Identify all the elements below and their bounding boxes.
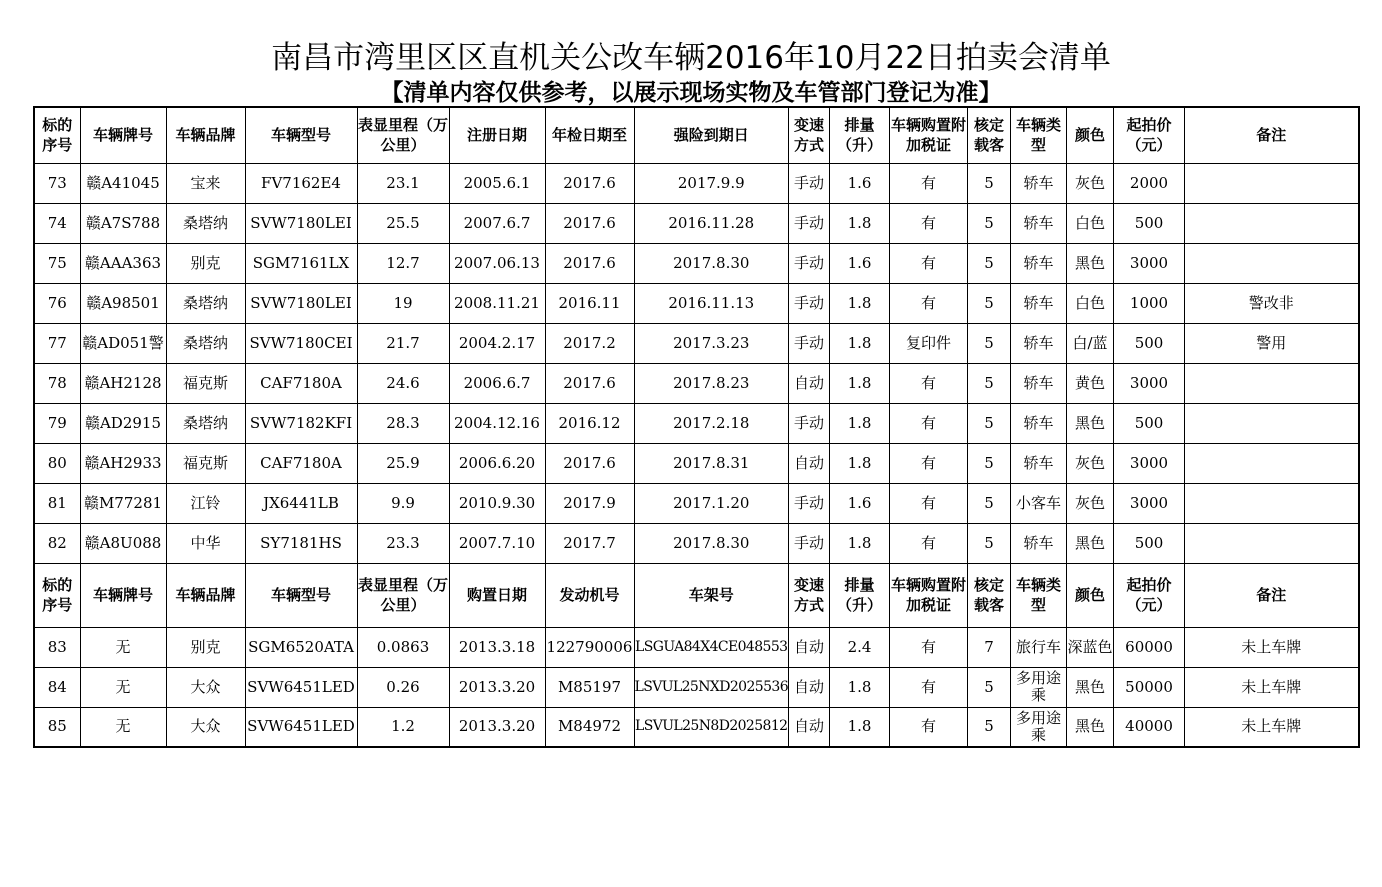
cell-vehicle-type: 轿车 xyxy=(1011,443,1067,483)
header-cell-start-price: 起拍价（元） xyxy=(1114,107,1185,163)
header-cell-mileage: 表显里程（万公里） xyxy=(357,107,449,163)
header-cell-tax-cert: 车辆购置附加税证 xyxy=(890,107,968,163)
cell-lot-no: 76 xyxy=(34,283,80,323)
header-cell-inspection: 年检日期至 xyxy=(545,107,634,163)
header-cell-transmission: 变速方式 xyxy=(789,563,830,627)
cell-model: CAF7180A xyxy=(245,443,357,483)
cell-remark: 警用 xyxy=(1185,323,1359,363)
header-cell-seats: 核定载客 xyxy=(968,107,1011,163)
cell-start-price: 3000 xyxy=(1114,443,1185,483)
cell-displacement: 2.4 xyxy=(830,627,890,667)
cell-brand: 中华 xyxy=(166,523,245,563)
header-cell-inspection: 发动机号 xyxy=(545,563,634,627)
cell-date: 2006.6.20 xyxy=(449,443,545,483)
table-row xyxy=(34,403,1359,443)
cell-insurance: 2017.3.23 xyxy=(634,323,789,363)
cell-transmission: 自动 xyxy=(789,667,830,707)
cell-displacement: 1.8 xyxy=(830,323,890,363)
cell-date: 2013.3.20 xyxy=(449,707,545,747)
cell-seats: 5 xyxy=(968,203,1011,243)
cell-lot-no: 85 xyxy=(34,707,80,747)
cell-inspection: 2017.6 xyxy=(545,203,634,243)
cell-remark: 警改非 xyxy=(1185,283,1359,323)
header-cell-vehicle-type: 车辆类型 xyxy=(1011,563,1067,627)
cell-seats: 5 xyxy=(968,243,1011,283)
cell-tax-cert: 有 xyxy=(890,363,968,403)
cell-lot-no: 80 xyxy=(34,443,80,483)
cell-model: SVW6451LED xyxy=(245,667,357,707)
table-row xyxy=(34,203,1359,243)
cell-model: FV7162E4 xyxy=(245,163,357,203)
cell-plate: 赣M77281 xyxy=(80,483,166,523)
cell-insurance: 2017.8.30 xyxy=(634,523,789,563)
cell-displacement: 1.6 xyxy=(830,483,890,523)
cell-start-price: 50000 xyxy=(1114,667,1185,707)
cell-plate: 赣AH2128 xyxy=(80,363,166,403)
cell-mileage: 25.9 xyxy=(357,443,449,483)
cell-insurance: 2017.8.23 xyxy=(634,363,789,403)
cell-mileage: 1.2 xyxy=(357,707,449,747)
cell-start-price: 3000 xyxy=(1114,483,1185,523)
cell-insurance: LSGUA84X4CE048553 xyxy=(634,627,789,667)
cell-color: 灰色 xyxy=(1067,483,1114,523)
cell-plate: 赣A7S788 xyxy=(80,203,166,243)
cell-transmission: 手动 xyxy=(789,483,830,523)
header-cell-transmission: 变速方式 xyxy=(789,107,830,163)
table-row xyxy=(34,483,1359,523)
table-header-row xyxy=(34,107,1359,163)
cell-displacement: 1.8 xyxy=(830,707,890,747)
cell-inspection: 2016.12 xyxy=(545,403,634,443)
cell-tax-cert: 有 xyxy=(890,403,968,443)
header-cell-color: 颜色 xyxy=(1067,107,1114,163)
cell-insurance: 2016.11.28 xyxy=(634,203,789,243)
cell-displacement: 1.8 xyxy=(830,523,890,563)
cell-lot-no: 82 xyxy=(34,523,80,563)
cell-tax-cert: 有 xyxy=(890,667,968,707)
cell-displacement: 1.8 xyxy=(830,283,890,323)
cell-inspection: 2017.7 xyxy=(545,523,634,563)
cell-date: 2007.06.13 xyxy=(449,243,545,283)
cell-displacement: 1.8 xyxy=(830,667,890,707)
cell-lot-no: 73 xyxy=(34,163,80,203)
cell-tax-cert: 有 xyxy=(890,707,968,747)
cell-start-price: 3000 xyxy=(1114,243,1185,283)
table-row xyxy=(34,667,1359,707)
cell-remark xyxy=(1185,243,1359,283)
header-cell-insurance: 车架号 xyxy=(634,563,789,627)
cell-mileage: 12.7 xyxy=(357,243,449,283)
cell-insurance: 2016.11.13 xyxy=(634,283,789,323)
cell-plate: 赣AD2915 xyxy=(80,403,166,443)
cell-displacement: 1.6 xyxy=(830,243,890,283)
cell-date: 2013.3.18 xyxy=(449,627,545,667)
cell-vehicle-type: 轿车 xyxy=(1011,163,1067,203)
table-row xyxy=(34,243,1359,283)
header-cell-insurance: 强险到期日 xyxy=(634,107,789,163)
cell-vehicle-type: 多用途乘 xyxy=(1011,707,1067,747)
cell-date: 2007.6.7 xyxy=(449,203,545,243)
cell-seats: 5 xyxy=(968,443,1011,483)
cell-tax-cert: 有 xyxy=(890,163,968,203)
cell-tax-cert: 有 xyxy=(890,483,968,523)
cell-remark: 未上车牌 xyxy=(1185,707,1359,747)
cell-plate: 无 xyxy=(80,667,166,707)
header-cell-displacement: 排量（升） xyxy=(830,563,890,627)
cell-inspection: M84972 xyxy=(545,707,634,747)
cell-date: 2008.11.21 xyxy=(449,283,545,323)
cell-mileage: 23.1 xyxy=(357,163,449,203)
cell-start-price: 40000 xyxy=(1114,707,1185,747)
cell-seats: 5 xyxy=(968,403,1011,443)
cell-color: 白色 xyxy=(1067,283,1114,323)
table-row xyxy=(34,523,1359,563)
cell-start-price: 500 xyxy=(1114,323,1185,363)
table-row xyxy=(34,163,1359,203)
cell-model: SVW7182KFI xyxy=(245,403,357,443)
cell-mileage: 21.7 xyxy=(357,323,449,363)
cell-tax-cert: 复印件 xyxy=(890,323,968,363)
cell-transmission: 自动 xyxy=(789,363,830,403)
header-cell-remark: 备注 xyxy=(1185,563,1359,627)
header-cell-mileage: 表显里程（万公里） xyxy=(357,563,449,627)
cell-displacement: 1.8 xyxy=(830,403,890,443)
cell-transmission: 手动 xyxy=(789,203,830,243)
cell-color: 黑色 xyxy=(1067,403,1114,443)
header-cell-displacement: 排量（升） xyxy=(830,107,890,163)
table-row xyxy=(34,363,1359,403)
cell-color: 灰色 xyxy=(1067,163,1114,203)
cell-start-price: 500 xyxy=(1114,523,1185,563)
cell-model: JX6441LB xyxy=(245,483,357,523)
cell-inspection: 2017.6 xyxy=(545,363,634,403)
header-cell-remark: 备注 xyxy=(1185,107,1359,163)
cell-color: 黑色 xyxy=(1067,523,1114,563)
cell-brand: 桑塔纳 xyxy=(166,283,245,323)
cell-inspection: 122790006 xyxy=(545,627,634,667)
cell-transmission: 自动 xyxy=(789,627,830,667)
cell-inspection: 2017.9 xyxy=(545,483,634,523)
cell-insurance: LSVUL25NXD2025536 xyxy=(634,667,789,707)
header-cell-plate: 车辆牌号 xyxy=(80,563,166,627)
cell-lot-no: 83 xyxy=(34,627,80,667)
cell-brand: 大众 xyxy=(166,667,245,707)
table-row xyxy=(34,707,1359,747)
cell-tax-cert: 有 xyxy=(890,203,968,243)
cell-insurance: LSVUL25N8D2025812 xyxy=(634,707,789,747)
cell-plate: 赣AH2933 xyxy=(80,443,166,483)
header-cell-start-price: 起拍价（元） xyxy=(1114,563,1185,627)
cell-remark xyxy=(1185,163,1359,203)
cell-model: SVW6451LED xyxy=(245,707,357,747)
cell-brand: 江铃 xyxy=(166,483,245,523)
header-cell-lot-no: 标的序号 xyxy=(34,563,80,627)
cell-vehicle-type: 轿车 xyxy=(1011,523,1067,563)
cell-brand: 宝来 xyxy=(166,163,245,203)
cell-plate: 赣A8U088 xyxy=(80,523,166,563)
cell-date: 2010.9.30 xyxy=(449,483,545,523)
cell-mileage: 0.26 xyxy=(357,667,449,707)
cell-inspection: 2017.2 xyxy=(545,323,634,363)
cell-insurance: 2017.8.31 xyxy=(634,443,789,483)
cell-displacement: 1.8 xyxy=(830,443,890,483)
cell-transmission: 自动 xyxy=(789,707,830,747)
cell-lot-no: 81 xyxy=(34,483,80,523)
cell-seats: 5 xyxy=(968,707,1011,747)
cell-transmission: 手动 xyxy=(789,523,830,563)
cell-model: SVW7180CEI xyxy=(245,323,357,363)
cell-seats: 5 xyxy=(968,283,1011,323)
cell-remark xyxy=(1185,523,1359,563)
cell-model: CAF7180A xyxy=(245,363,357,403)
cell-displacement: 1.6 xyxy=(830,163,890,203)
cell-vehicle-type: 轿车 xyxy=(1011,243,1067,283)
table-row xyxy=(34,283,1359,323)
cell-tax-cert: 有 xyxy=(890,443,968,483)
cell-mileage: 25.5 xyxy=(357,203,449,243)
cell-displacement: 1.8 xyxy=(830,363,890,403)
header-cell-model: 车辆型号 xyxy=(245,563,357,627)
header-cell-plate: 车辆牌号 xyxy=(80,107,166,163)
cell-tax-cert: 有 xyxy=(890,243,968,283)
cell-lot-no: 77 xyxy=(34,323,80,363)
header-cell-tax-cert: 车辆购置附加税证 xyxy=(890,563,968,627)
cell-tax-cert: 有 xyxy=(890,627,968,667)
cell-displacement: 1.8 xyxy=(830,203,890,243)
cell-remark xyxy=(1185,403,1359,443)
cell-plate: 无 xyxy=(80,707,166,747)
header-cell-model: 车辆型号 xyxy=(245,107,357,163)
cell-brand: 福克斯 xyxy=(166,363,245,403)
header-cell-brand: 车辆品牌 xyxy=(166,563,245,627)
cell-start-price: 500 xyxy=(1114,403,1185,443)
cell-lot-no: 79 xyxy=(34,403,80,443)
cell-seats: 5 xyxy=(968,323,1011,363)
cell-seats: 5 xyxy=(968,163,1011,203)
cell-remark xyxy=(1185,203,1359,243)
cell-plate: 赣AD051警 xyxy=(80,323,166,363)
cell-tax-cert: 有 xyxy=(890,283,968,323)
table-row xyxy=(34,443,1359,483)
cell-color: 黄色 xyxy=(1067,363,1114,403)
cell-inspection: 2017.6 xyxy=(545,443,634,483)
cell-vehicle-type: 多用途乘 xyxy=(1011,667,1067,707)
header-cell-lot-no: 标的序号 xyxy=(34,107,80,163)
cell-inspection: M85197 xyxy=(545,667,634,707)
cell-transmission: 手动 xyxy=(789,323,830,363)
page-subtitle: 【清单内容仅供参考，以展示现场实物及车管部门登记为准】 xyxy=(380,80,1002,106)
cell-start-price: 500 xyxy=(1114,203,1185,243)
cell-mileage: 23.3 xyxy=(357,523,449,563)
cell-color: 灰色 xyxy=(1067,443,1114,483)
cell-vehicle-type: 小客车 xyxy=(1011,483,1067,523)
cell-start-price: 60000 xyxy=(1114,627,1185,667)
cell-color: 白/蓝 xyxy=(1067,323,1114,363)
cell-lot-no: 78 xyxy=(34,363,80,403)
cell-lot-no: 84 xyxy=(34,667,80,707)
cell-transmission: 手动 xyxy=(789,243,830,283)
cell-vehicle-type: 轿车 xyxy=(1011,363,1067,403)
cell-model: SGM6520ATA xyxy=(245,627,357,667)
header-cell-date: 注册日期 xyxy=(449,107,545,163)
cell-brand: 别克 xyxy=(166,243,245,283)
cell-date: 2007.7.10 xyxy=(449,523,545,563)
cell-brand: 桑塔纳 xyxy=(166,203,245,243)
cell-brand: 桑塔纳 xyxy=(166,403,245,443)
cell-seats: 5 xyxy=(968,363,1011,403)
cell-mileage: 28.3 xyxy=(357,403,449,443)
cell-plate: 无 xyxy=(80,627,166,667)
cell-remark xyxy=(1185,483,1359,523)
cell-start-price: 2000 xyxy=(1114,163,1185,203)
cell-plate: 赣AAA363 xyxy=(80,243,166,283)
cell-color: 深蓝色 xyxy=(1067,627,1114,667)
cell-color: 黑色 xyxy=(1067,243,1114,283)
cell-inspection: 2016.11 xyxy=(545,283,634,323)
cell-transmission: 自动 xyxy=(789,443,830,483)
cell-remark xyxy=(1185,443,1359,483)
cell-vehicle-type: 轿车 xyxy=(1011,203,1067,243)
cell-remark: 未上车牌 xyxy=(1185,627,1359,667)
cell-model: SVW7180LEI xyxy=(245,283,357,323)
cell-start-price: 3000 xyxy=(1114,363,1185,403)
cell-vehicle-type: 轿车 xyxy=(1011,403,1067,443)
cell-seats: 5 xyxy=(968,523,1011,563)
cell-brand: 福克斯 xyxy=(166,443,245,483)
cell-lot-no: 74 xyxy=(34,203,80,243)
cell-insurance: 2017.9.9 xyxy=(634,163,789,203)
header-cell-date: 购置日期 xyxy=(449,563,545,627)
cell-transmission: 手动 xyxy=(789,403,830,443)
cell-lot-no: 75 xyxy=(34,243,80,283)
cell-plate: 赣A41045 xyxy=(80,163,166,203)
header-cell-color: 颜色 xyxy=(1067,563,1114,627)
table-row xyxy=(34,323,1359,363)
cell-color: 黑色 xyxy=(1067,707,1114,747)
cell-color: 白色 xyxy=(1067,203,1114,243)
cell-date: 2006.6.7 xyxy=(449,363,545,403)
cell-mileage: 24.6 xyxy=(357,363,449,403)
cell-color: 黑色 xyxy=(1067,667,1114,707)
cell-date: 2013.3.20 xyxy=(449,667,545,707)
cell-vehicle-type: 轿车 xyxy=(1011,283,1067,323)
cell-brand: 大众 xyxy=(166,707,245,747)
header-cell-seats: 核定载客 xyxy=(968,563,1011,627)
auction-table xyxy=(33,106,1360,748)
cell-insurance: 2017.1.20 xyxy=(634,483,789,523)
cell-vehicle-type: 轿车 xyxy=(1011,323,1067,363)
cell-transmission: 手动 xyxy=(789,163,830,203)
cell-brand: 桑塔纳 xyxy=(166,323,245,363)
cell-remark xyxy=(1185,363,1359,403)
cell-date: 2004.2.17 xyxy=(449,323,545,363)
cell-seats: 5 xyxy=(968,667,1011,707)
cell-plate: 赣A98501 xyxy=(80,283,166,323)
cell-model: SGM7161LX xyxy=(245,243,357,283)
cell-insurance: 2017.8.30 xyxy=(634,243,789,283)
cell-start-price: 1000 xyxy=(1114,283,1185,323)
cell-seats: 7 xyxy=(968,627,1011,667)
cell-inspection: 2017.6 xyxy=(545,163,634,203)
header-cell-brand: 车辆品牌 xyxy=(166,107,245,163)
cell-brand: 别克 xyxy=(166,627,245,667)
table-row xyxy=(34,627,1359,667)
cell-transmission: 手动 xyxy=(789,283,830,323)
cell-mileage: 0.0863 xyxy=(357,627,449,667)
cell-model: SY7181HS xyxy=(245,523,357,563)
cell-remark: 未上车牌 xyxy=(1185,667,1359,707)
cell-mileage: 19 xyxy=(357,283,449,323)
cell-date: 2005.6.1 xyxy=(449,163,545,203)
cell-tax-cert: 有 xyxy=(890,523,968,563)
cell-seats: 5 xyxy=(968,483,1011,523)
cell-insurance: 2017.2.18 xyxy=(634,403,789,443)
table-header-row xyxy=(34,563,1359,627)
cell-mileage: 9.9 xyxy=(357,483,449,523)
cell-date: 2004.12.16 xyxy=(449,403,545,443)
header-cell-vehicle-type: 车辆类型 xyxy=(1011,107,1067,163)
cell-vehicle-type: 旅行车 xyxy=(1011,627,1067,667)
cell-inspection: 2017.6 xyxy=(545,243,634,283)
cell-model: SVW7180LEI xyxy=(245,203,357,243)
page-title: 南昌市湾里区区直机关公改车辆2016年10月22日拍卖会清单 xyxy=(271,40,1111,76)
